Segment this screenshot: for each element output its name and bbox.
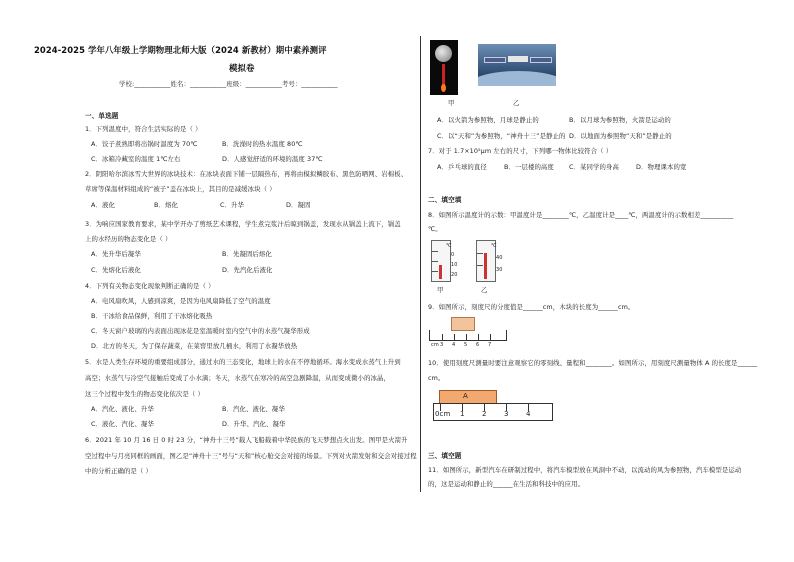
q5-option-d[interactable]: D．升华、汽化、凝华	[222, 420, 286, 428]
scale-tick	[477, 253, 483, 254]
earth-icon	[478, 71, 556, 86]
q2-option-b[interactable]: B．熔化	[154, 201, 178, 209]
q2-stem-line1: 2．阴阳哈尔滨冰雪大世界的冰块技术：在冰块表面下铺一层隔热布，再将由模拟鳞胶布、黑色防晒网、岩棉板、	[85, 170, 408, 178]
column-divider	[420, 36, 421, 492]
student-info-line: 学校:___________姓名：___________班级：___________考号：___________	[119, 80, 338, 88]
q8-stem-line1: 8．如图所示温度计的示数：甲温度计是________℃，乙温度计是____℃，两温度计的示数相差__________	[428, 211, 734, 219]
q6-stem-line3: 中的分析正确的是（ ）	[85, 467, 153, 475]
q10-stem-line2: cm。	[428, 374, 445, 382]
q3-option-c[interactable]: C．先熔化后液化	[91, 266, 141, 274]
q3-option-b[interactable]: B．先凝固后熔化	[222, 250, 272, 258]
q7-option-c[interactable]: C．某同学的身高	[569, 163, 619, 171]
section-title-single-choice: 一、单选题	[85, 112, 119, 120]
page-title-line2: 模拟卷	[229, 63, 255, 73]
ruler-tick	[466, 334, 467, 340]
rocket-flame-icon	[441, 84, 446, 92]
thermometer-label-jia: 甲	[437, 286, 444, 294]
thermometer-jia-unit: ℃	[446, 243, 452, 249]
scale-tick	[477, 265, 483, 266]
q11-stem-line2: 的，这是运动和静止的______在生活和科技中的应用。	[428, 480, 585, 488]
thermometer-jia-tick-2: 20	[451, 272, 458, 278]
rocket-moon-image	[430, 40, 458, 95]
q5-option-b[interactable]: B．汽化、液化、凝华	[222, 405, 285, 413]
thermometer-label-yi: 乙	[481, 286, 488, 294]
scale-tick	[432, 271, 438, 272]
rocket-icon	[442, 64, 445, 86]
thermometer-yi-unit: ℃	[491, 243, 497, 249]
ruler1-label-4: 4	[452, 342, 456, 348]
scale-tick	[432, 251, 438, 252]
q4-stem: 4．下列有关物态变化现象判断正确的是（ ）	[85, 282, 215, 290]
ruler1-label-3: 3	[440, 342, 444, 348]
q3-stem-line1: 3．为响应国家教育要求，某中学开办了剪纸艺术课程，学生煮完浆汁后晾到锅盖，发现水从锅盖上流下，锅盖	[85, 220, 401, 228]
ruler-q9	[429, 330, 507, 341]
ruler2-label-4: 4	[526, 410, 531, 418]
q2-stem-line2: 草席等保温材料组成的“被子”盖在冰块上，其目的是减缓冰块（ ）	[85, 185, 276, 193]
ruler1-unit: cm	[431, 342, 439, 348]
page-title-line1: 2024-2025 学年八年级上学期物理北师大版（2024 新教材）期中素养测评	[34, 45, 327, 55]
ruler-tick	[478, 334, 479, 340]
q5-stem-line3: 这三个过程中发生的物态变化依次是（ ）	[85, 390, 204, 398]
ruler2-label-2: 2	[482, 410, 487, 418]
q6-option-c[interactable]: C．以“天和”为参照物，“神舟十三”是静止的	[437, 132, 566, 140]
q10-stem-line1: 10．使用刻度尺测量时要注意观察它的零刻线、量程和________。如图所示，用刻度尺测量物体 A 的长度是______	[428, 359, 758, 367]
q5-option-c[interactable]: C．液化、汽化、凝华	[91, 420, 154, 428]
q7-stem: 7．对于 1.7×10⁵μm 左右的尺寸，下列哪一物体比较符合（ ）	[428, 147, 613, 155]
ruler1-label-7: 7	[488, 342, 492, 348]
q9-stem: 9．如图所示，刻度尺的分度值是______cm，木块的长度为______cm。	[428, 303, 635, 311]
q6-option-a[interactable]: A．以火箭为参照物，月球是静止的	[437, 116, 539, 124]
image-label-yi: 乙	[513, 99, 520, 107]
thermometer-jia-tick-1: 10	[451, 262, 458, 268]
q4-option-b[interactable]: B．干冰给食品保鲜，利用了干冰熔化吸热	[91, 312, 213, 320]
q6-option-d[interactable]: D．以地面为参照物“天和”是静止的	[569, 132, 672, 140]
q6-stem-line2: 空过程中与月亮同框的画面，图乙是“神舟十三”号与“天和”核心舱交会对接的场景。下列对火箭发射和交会对接过程	[85, 452, 417, 460]
space-station-icon	[508, 56, 528, 62]
q1-option-b[interactable]: B．洗澡时的热水温度 80℃	[222, 140, 303, 148]
ruler1-label-6: 6	[476, 342, 480, 348]
ruler1-label-5: 5	[464, 342, 468, 348]
ruler-tick	[442, 334, 443, 340]
q7-option-a[interactable]: A．乒乓球的直径	[437, 163, 487, 171]
solar-panel-icon	[530, 57, 552, 63]
q5-stem-line1: 5．水是人类生存环境的重要组成部分，通过水的三态变化，地球上的水在不停地循环。海水变成水蒸气上升到	[85, 358, 401, 366]
q11-stem-line1: 11．如图所示，新型汽车在研制过程中，将汽车模型放在风洞中不动，以流动的风为参照物，汽车模型是运动	[428, 466, 742, 474]
q3-option-a[interactable]: A．先升华后凝华	[91, 250, 141, 258]
q5-option-a[interactable]: A．汽化、液化、升华	[91, 405, 154, 413]
section-title-fill: 二、填空填	[428, 196, 462, 204]
ruler2-label-3: 3	[504, 410, 509, 418]
q3-option-d[interactable]: D．先汽化后液化	[222, 266, 273, 274]
ruler2-label-1: 1	[460, 410, 465, 418]
q4-option-a[interactable]: A．电风扇吹风，人感到凉爽，是因为电风扇降低了空气的温度	[91, 297, 271, 305]
q1-option-a[interactable]: A．饺子煮熟即将出锅时温度为 70℃	[91, 140, 198, 148]
image-label-jia: 甲	[448, 99, 455, 107]
q6-stem-line1: 6．2021 年 10 月 16 日 0 时 23 分，“神舟十三号”载人飞船载着中华民族的飞天梦想点火出发。图甲是火箭升	[85, 436, 408, 444]
q7-option-d[interactable]: D．物理课本的宽	[636, 163, 687, 171]
thermometer-yi-tick-1: 30	[496, 267, 503, 273]
ruler-tick	[454, 334, 455, 340]
q5-stem-line2: 高空；水蒸气与冷空气接触后变成了小水滴；冬天，水蒸气在寒冷的高空急剧降温，从而变成微小的冰晶，	[85, 374, 391, 382]
mercury-column	[484, 253, 487, 279]
q1-option-d[interactable]: D．人感觉舒适的环境的温度 37℃	[222, 155, 323, 163]
thermometer-jia-tick-0: 0	[451, 252, 455, 258]
q8-stem-line2: ℃。	[428, 225, 442, 233]
q3-stem-line2: 上的水经历的物态变化是（ ）	[85, 235, 172, 243]
ruler-q10	[433, 403, 553, 421]
q4-option-d[interactable]: D．北方的冬天，为了保存蔬菜，在菜窖里放几桶水，利用了水凝华放热	[91, 342, 298, 350]
ruler-tick	[490, 334, 491, 340]
ruler2-label-0: 0cm	[435, 410, 451, 418]
solar-panel-icon	[484, 57, 506, 63]
wood-block	[451, 317, 475, 331]
q2-option-c[interactable]: C．升华	[220, 201, 245, 209]
moon-icon	[435, 45, 452, 62]
object-a-label: A	[463, 392, 468, 400]
q2-option-a[interactable]: A．液化	[91, 201, 115, 209]
scale-tick	[432, 261, 438, 262]
q4-option-c[interactable]: C．冬天窗户玻璃的内表面出现冰花是室温暖时室内空气中的水蒸气凝华形成	[91, 327, 310, 335]
mercury-column	[439, 265, 442, 279]
thermometer-yi-tick-0: 40	[496, 255, 503, 261]
q6-option-b[interactable]: B．以月球为参照物，火箭是运动的	[569, 116, 671, 124]
q2-option-d[interactable]: D．凝固	[286, 201, 311, 209]
q1-option-c[interactable]: C．冰箱冷藏室的温度 1℃左右	[91, 155, 181, 163]
q7-option-b[interactable]: B．一层楼的高度	[504, 163, 554, 171]
section-title-fill-2: 三、填空题	[428, 452, 462, 460]
space-station-docking-image	[478, 44, 556, 86]
q1-stem: 1．下列温度中，符合生活实际的是（ ）	[85, 125, 202, 133]
